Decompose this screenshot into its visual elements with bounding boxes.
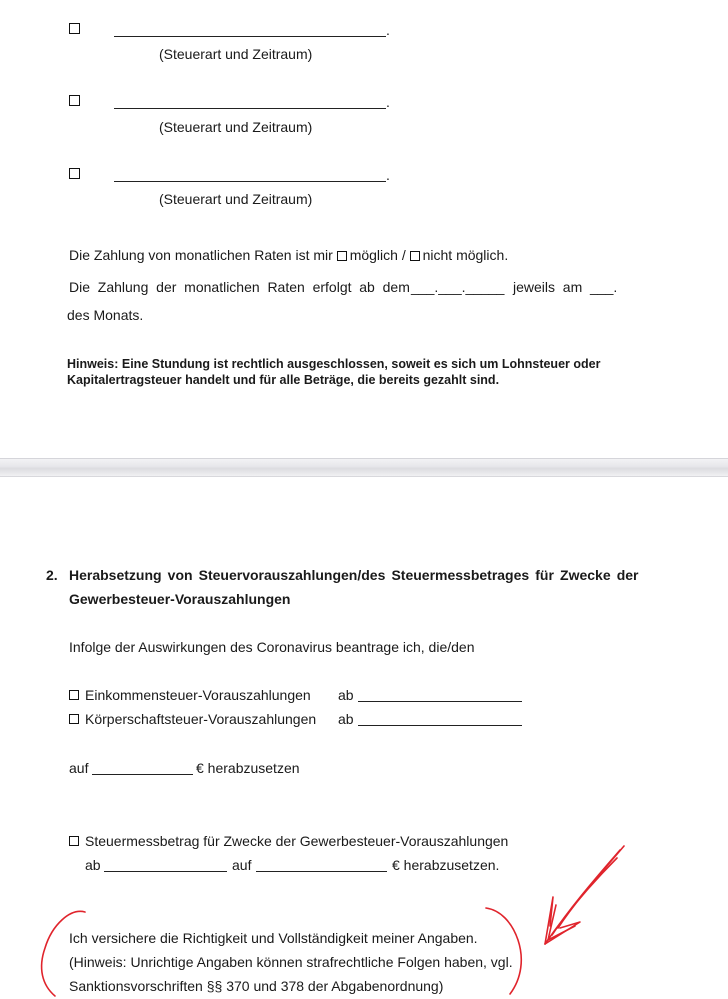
einkommensteuer-label: Einkommensteuer-Vorauszahlungen: [85, 687, 311, 703]
tax-row-3-caption: (Steuerart und Zeitraum): [159, 191, 313, 207]
stundung-hint-line1: Hinweis: Eine Stundung ist rechtlich ausgeschlossen, soweit es sich um Lohnsteuer oder: [67, 357, 601, 371]
declaration-line2: (Hinweis: Unrichtige Angaben können strafrechtliche Folgen haben, vgl.: [69, 954, 513, 970]
rates-start-middle: jeweils am: [513, 279, 583, 295]
tax-row-3-suffix: .: [386, 167, 390, 183]
right-bracket-stroke: [486, 908, 521, 994]
tax-row-2-caption: (Steuerart und Zeitraum): [159, 119, 313, 135]
rates-possible-prefix: Die Zahlung von monatlichen Raten ist mir: [69, 247, 333, 263]
left-bracket-stroke: [42, 911, 85, 996]
declaration-line1: Ich versichere die Richtigkeit und Vollständigkeit meiner Angaben.: [69, 930, 478, 946]
rates-possible-label: möglich /: [349, 247, 406, 263]
rates-start-prefix: Die Zahlung der monatlichen Raten erfolgt ab dem: [69, 279, 410, 295]
arrow-shaft-stroke-1: [545, 858, 617, 944]
declaration-line3: Sanktionsvorschriften §§ 370 und 378 der Abgabenordnung): [69, 978, 444, 994]
section2-title-line1: Herabsetzung von Steuervorauszahlungen/des Steuermessbetrages für Zwecke der: [69, 567, 639, 583]
stundung-hint-line2: Kapitalertragsteuer handelt und für alle Beträge, die bereits gezahlt sind.: [67, 373, 500, 387]
rates-start-date-field[interactable]: ___.___._____: [411, 279, 505, 295]
tax-row-1-caption: (Steuerart und Zeitraum): [159, 46, 313, 62]
arrow-shaft-stroke-3: [558, 846, 624, 928]
rates-start-line2: des Monats.: [67, 307, 144, 323]
messbetrag-suffix: € herabzusetzen.: [392, 857, 500, 873]
messbetrag-ab-label: ab: [85, 857, 101, 873]
tax-row-2-suffix: .: [386, 94, 390, 110]
reduce-prefix: auf: [69, 760, 89, 776]
messbetrag-auf-label: auf: [232, 857, 252, 873]
koerperschaftsteuer-label: Körperschaftsteuer-Vorauszahlungen: [85, 711, 317, 727]
section2-intro: Infolge der Auswirkungen des Coronavirus beantrage ich, die/den: [69, 639, 475, 655]
reduce-suffix: € herabzusetzen: [196, 760, 300, 776]
messbetrag-label: Steuermessbetrag für Zwecke der Gewerbesteuer-Vorauszahlungen: [85, 833, 509, 849]
rates-not-possible-label: nicht möglich.: [422, 247, 509, 263]
einkommensteuer-ab-label: ab: [338, 687, 354, 703]
tax-row-1-suffix: .: [386, 22, 390, 38]
koerperschaftsteuer-ab-label: ab: [338, 711, 354, 727]
section2-title-line2: Gewerbesteuer-Vorauszahlungen: [69, 591, 291, 607]
rates-start-day-field[interactable]: ___.: [590, 279, 618, 295]
section2-number: 2.: [46, 567, 58, 583]
